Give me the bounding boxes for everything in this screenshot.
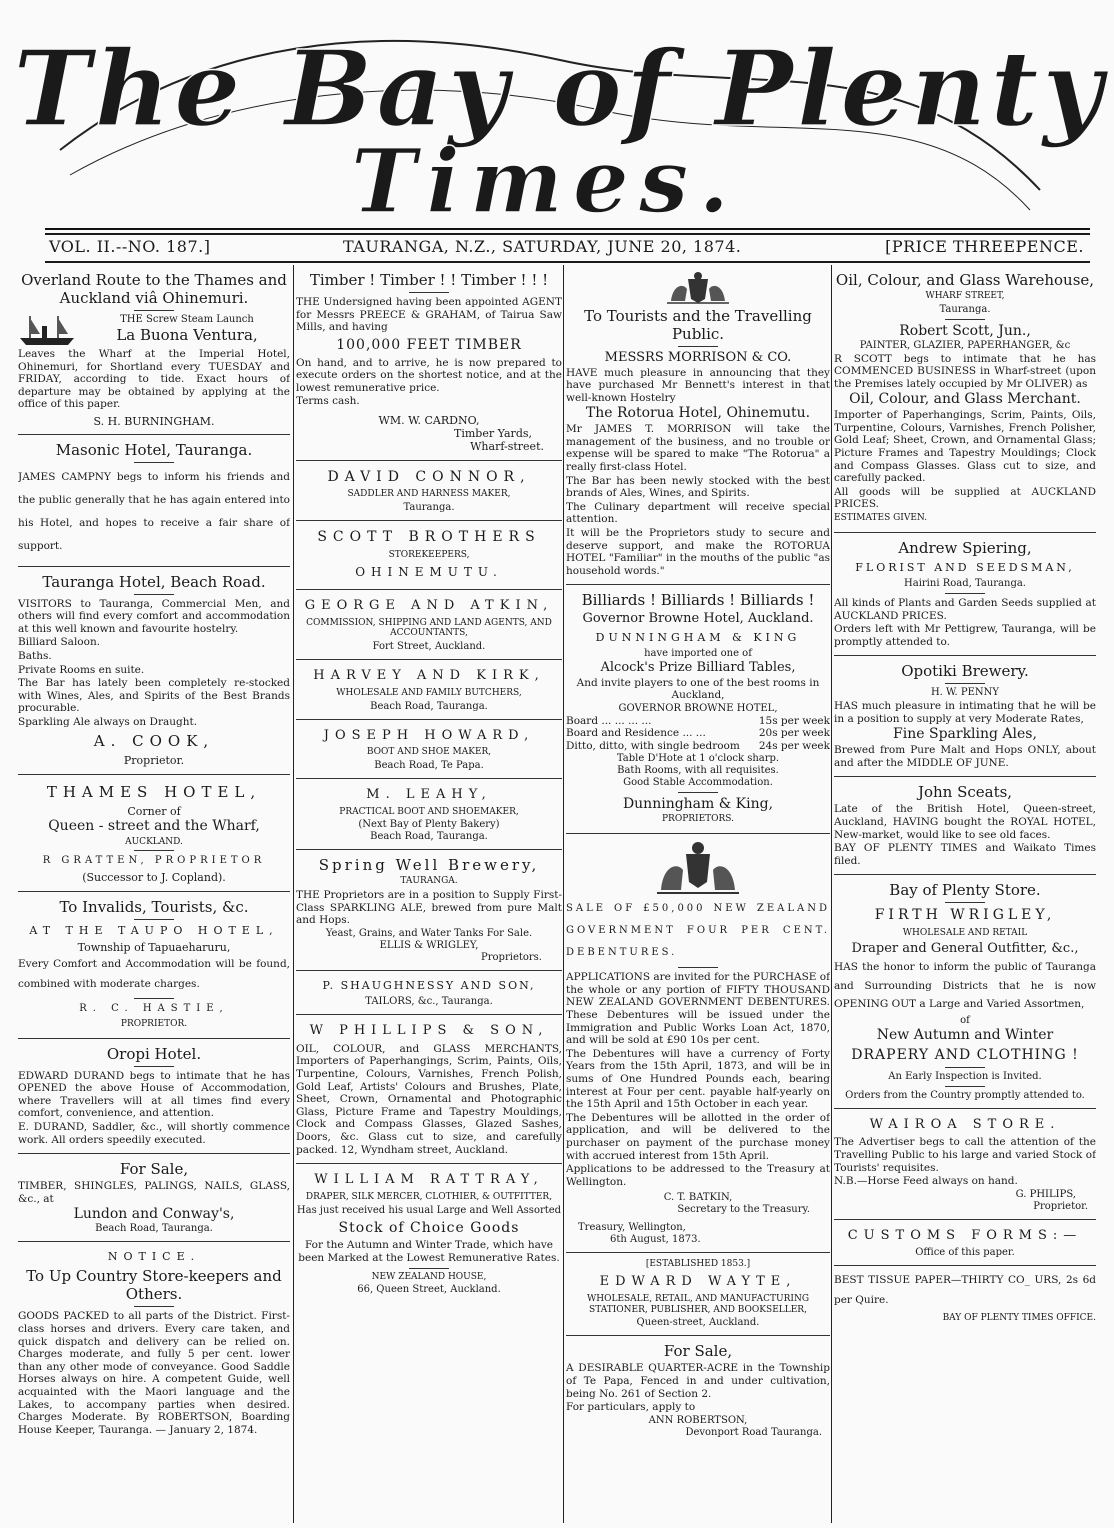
ad-line: THE Screw Steam Launch [120,314,254,325]
ad-body: HAS the honor to inform the public of Tauranga and Surrounding Districts that he is now OPENING OUT a Large and Varied Assortmen, [834,960,1096,1011]
divider [945,683,985,684]
ad-line: Yeast, Grains, and Water Tanks For Sale. [325,928,533,940]
ad-wairoa-store [834,1109,1096,1220]
ad-title: HARVEY AND KIRK, [313,668,545,684]
ad-tauranga-hotel [18,567,290,775]
ad-body: A DESIRABLE QUARTER-ACRE in the Township of Te Papa, Fenced in and under cultivation, being No. 261 of Section 2. [566,1362,830,1400]
ad-line: Table D'Hote at 1 o'clock sharp. [616,752,780,764]
ad-body: BEST TISSUE PAPER—THIRTY CO_ URS, 2s 6d per Quire. [834,1274,1096,1307]
ad-body: THE Proprietors are in a position to Supply First-Class SPARKLING ALE, brewed from pure Malt and Hops. [296,889,562,927]
ad-david-connor [296,461,562,522]
ad-signature: WM. W. CARDNO, [378,413,480,427]
ad-william-rattray [296,1164,562,1302]
ad-tourists-rotorua [566,265,830,585]
ad-line: Governor Browne Hotel, Auckland. [582,611,814,627]
ad-quarter-acre-sale [566,1336,830,1444]
ad-line: Queen-street, Auckland. [636,1317,760,1329]
ad-line: PROPRIETORS. [661,814,735,825]
proprietor-name: A. COOK, [93,732,215,751]
ad-phillips-son [296,1015,562,1164]
ad-george-atkin [296,590,562,660]
ad-title: CUSTOMS FORMS:— [847,1227,1083,1243]
ad-title: For Sale, [663,1342,733,1361]
ad-leahy [296,779,562,850]
ad-body: The Advertiser begs to call the attention of the Travelling Public to his large and varied Stock of Tourists' requisites. [834,1136,1096,1174]
issue-price: [PRICE THREEPENCE. [885,237,1084,256]
ad-title: Spring Well Brewery, [318,856,540,875]
ad-signature: G. PHILIPS, [1015,1188,1076,1200]
ad-body: Brewed from Pure Malt and Hops ONLY, about and after the MIDDLE OF JUNE. [834,744,1096,769]
ad-body: And invite players to one of the best rooms in Auckland, [576,676,820,702]
divider [945,593,985,594]
ad-line: of [960,1015,970,1027]
ad-title: EDWARD WAYTE, [599,1274,797,1290]
ad-line: Draper and General Outfitter, &c., [851,941,1079,957]
steamship-icon [18,314,78,348]
divider [678,346,718,347]
ad-line: TAILORS, &c., Tauranga. [365,996,493,1008]
volume-number: VOL. II.--NO. 187.] [49,237,211,256]
ad-line: Wharf-street. [470,440,544,454]
ad-line: Beach Road, Tauranga. [370,831,488,843]
ad-body: For the Autumn and Winter Trade, which have been Marked at the Lowest Remunerative Rates. [298,1239,560,1264]
ad-headline: Fine Sparkling Ales, [893,726,1037,743]
proprietor-role: PROPRIETOR. [120,1018,188,1029]
divider [134,1306,174,1307]
ad-line: (Next Bay of Plenty Bakery) [358,819,500,831]
ad-line: Baths. [18,649,52,662]
ad-line: DUNNINGHAM & KING [595,630,801,644]
ad-body: All goods will be supplied at AUCKLAND PRICES. [834,485,1096,511]
proprietor-name: R. C. HASTIE, [79,1002,229,1014]
ad-line: H. W. PENNY [930,687,1000,699]
divider [409,292,449,293]
ad-line: (Successor to J. Copland). [82,871,226,885]
ad-title: Oropi Hotel. [106,1044,202,1063]
ad-body: Late of the British Hotel, Queen-street, Auckland, HAVING bought the ROYAL HOTEL, New-market, would like to see old faces. [834,803,1096,841]
ad-body: The Bar has lately been completely re-stocked with Wines, Ales, and Spirits of the Best Brands procurable. [18,677,290,715]
ad-title: Oil, Colour, and Glass Warehouse, [835,271,1095,289]
ad-headline: 100,000 FEET TIMBER [336,336,522,353]
column-1 [18,265,290,1523]
ad-line: Beach Road, Tauranga. [370,700,488,712]
masthead-flourish [0,0,1114,232]
ad-title: Overland Route to the Thames and Auckland viâ Ohinemuri. [21,271,287,307]
ad-body: Importer of Paperhangings, Scrim, Paints, Oils, Turpentine, Colours, Varnishes, French Polisher, Gold Leaf; Sheet, Crown, and Ornamental Glass; Picture Frames and Tapestry Mouldings; Clock and Compass Glasses. Glass cut to size, and carefully packed. [834,409,1096,485]
ad-headline: New Autumn and Winter [876,1027,1054,1044]
column-3 [566,265,830,1523]
rate-row [566,715,830,728]
ad-line: STOREKEEPERS, [388,549,470,560]
ad-line: Secretary to the Treasury. [677,1204,810,1216]
ad-title: SCOTT BROTHERS [317,529,541,546]
ad-line: COMMISSION, SHIPPING AND LAND AGENTS, AND ACCOUNTANTS, [306,617,552,639]
ad-line: PAINTER, GLAZIER, PAPERHANGER, &c [859,339,1071,351]
divider [134,310,174,311]
ad-title: WAIROA STORE. [869,1116,1061,1132]
ad-body: Applications to be addressed to the Treasury at Wellington. [566,1163,830,1188]
ad-line: BOOT AND SHOE MAKER, [366,747,492,758]
ad-headline: Stock of Choice Goods [338,1219,520,1236]
ad-title: P. SHAUGHNESSY AND SON, [322,979,536,993]
ad-signature: ELLIS & WRIGLEY, [379,940,479,952]
ad-line: WHOLESALE AND FAMILY BUTCHERS, [336,687,522,698]
ad-edward-wayte [566,1253,830,1336]
ad-signature: S. H. BURNINGHAM. [93,414,215,428]
ad-line: 6th August, 1873. [610,1234,701,1246]
proprietor-name: R GRATTEN, PROPRIETOR [42,855,266,867]
issue-date: TAURANGA, N.Z., SATURDAY, JUNE 20, 1874. [343,237,742,256]
ad-robert-scott [834,265,1096,533]
ad-line: FLORIST AND SEEDSMAN, [855,560,1075,574]
ad-title: For Sale, [119,1160,189,1179]
ad-harvey-kirk [296,660,562,719]
ad-headline: Alcock's Prize Billiard Tables, [600,660,796,676]
royal-coat-of-arms-icon [653,840,743,896]
ad-signature: C. T. BATKIN, [663,1192,733,1204]
divider [134,1066,174,1067]
ad-title: Andrew Spiering, [898,538,1032,557]
ad-title: WILLIAM RATTRAY, [314,1172,544,1188]
ad-line: Robert Scott, Jun., [899,322,1031,339]
ad-line: Beach Road, Tauranga. [95,1223,213,1235]
ad-notice [18,1242,290,1443]
ad-body: Orders left with Mr Pettigrew, Tauranga, will be promptly attended to. [834,623,1096,648]
column-rule [831,265,832,1523]
ad-line: Private Rooms en suite. [18,663,145,676]
ad-body: The Bar has been newly stocked with the best brands of Ales, Wines, and Spirits. [566,474,830,500]
ad-body: E. DURAND, Saddler, &c., will shortly commence work. All orders speedily executed. [18,1121,290,1146]
ad-line: Tauranga. [403,502,455,514]
ad-taupo-hotel [18,892,290,1039]
ad-line: have imported one of [644,648,752,660]
ad-headline: DRAPERY AND CLOTHING ! [851,1047,1079,1064]
ad-signature: BAY OF PLENTY TIMES OFFICE. [942,1313,1096,1324]
ad-line: Bath Rooms, with all requisites. [617,764,779,776]
divider [409,1268,449,1269]
ad-title: DAVID CONNOR, [327,468,531,485]
rate-label: Ditto, ditto, with single bedroom [566,740,740,753]
ad-line: For particulars, apply to [566,1401,696,1414]
ad-body: HAS much pleasure in intimating that he will be in a position to supply at very Moderate Rates, [834,700,1096,725]
ad-oropi-hotel [18,1039,290,1155]
ad-line: PRACTICAL BOOT AND SHOEMAKER, [339,806,519,817]
ad-spring-well-brewery [296,850,562,971]
divider [134,594,174,595]
ad-line: WHARF STREET, [925,291,1005,301]
ad-line: Fort Street, Auckland. [372,641,486,653]
ad-line: Good Stable Accommodation. [623,776,773,788]
ad-title: GEORGE AND ATKIN, [304,598,554,614]
ad-title: W PHILLIPS & SON, [309,1023,549,1039]
ad-opotiki-brewery [834,656,1096,777]
ad-headline: The Rotorua Hotel, Ohinemutu. [585,405,811,422]
ad-title: Timber ! Timber ! ! Timber ! ! ! [309,271,549,289]
ad-title: Billiards ! Billiards ! Billiards ! [581,591,815,610]
ad-body: The Debentures will have a currency of Forty Years from the 15th April, 1873, and will be in sums of One Hundred Pounds each, bearing interest at Four per cent. payable half-yearly on the 15th April and 15th October in each year. [566,1047,830,1111]
rate-row [566,740,830,753]
divider [945,902,985,903]
ad-scott-brothers [296,521,562,590]
ad-line: [ESTABLISHED 1853.] [645,1259,751,1270]
column-rule [293,265,294,1523]
ad-title: THAMES HOTEL, [46,782,262,801]
ad-line: Proprietors. [481,952,542,964]
ad-title: John Sceats, [917,783,1013,802]
ad-body: JAMES CAMPNY begs to inform his friends and the public generally that he has again entered into his Hotel, and hopes to receive a fair share of support. [18,471,290,553]
ad-line: Proprietor. [1033,1200,1088,1212]
ad-title: Bay of Plenty Store. [889,881,1041,900]
ad-body: APPLICATIONS are invited for the PURCHASE of the whole or any portion of FIFTY THOUSAND NEW ZEALAND GOVERNMENT DEBENTURES. These Debentures will be issued under the Immigration and Public Works Loan Act, 1870, and will be sold at £90 10s per cent. [566,971,830,1047]
ad-line: Billiard Saloon. [18,636,101,649]
ad-line: Beach Road, Te Papa. [374,760,484,772]
ad-body: On hand, and to arrive, he is now prepared to execute orders on the shortest notice, and at the lowest remunerative price. [296,356,562,394]
divider [945,1086,985,1087]
ad-line: DRAPER, SILK MERCER, CLOTHIER, & OUTFITTER, [305,1191,553,1202]
column-rule [563,265,564,1523]
ad-body: BAY OF PLENTY TIMES and Waikato Times filed. [834,842,1096,867]
column-2 [296,265,562,1523]
ad-body: EDWARD DURAND begs to intimate that he has OPENED the above House of Accommodation, where Travellers will at all times find every comfort, convenience, and attention. [18,1069,290,1120]
ad-body: THE Undersigned having been appointed AGENT for Messrs PREECE & GRAHAM, of Tairua Saw Mills, and having [296,296,562,334]
divider [134,850,174,851]
divider [678,792,718,793]
rate-value: 24s per week [758,740,830,753]
ad-line: MESSRS MORRISON & CO. [604,350,792,365]
ad-title: To Invalids, Tourists, &c. [59,897,249,916]
ad-line: 66, Queen Street, Auckland. [357,1284,501,1296]
ad-line: Tauranga. [939,303,991,315]
ad-body: GOODS PACKED to all parts of the District. First-class horses and drivers. Every care taken, and quick dispatch and delivery can be relied on. Charges moderate, and fully 5 per cent. lower than any other mode of conveyance. Good Saddle Horses always on hire. A competent Guide, well acquainted with the Maori language and the Lakes, to accompany parties when desired. Charges Moderate. By ROBERTSON, Boarding House Keeper, Tauranga. — January 2, 1874. [18,1310,290,1436]
ad-line: SADDLER AND HARNESS MAKER, [347,489,511,500]
ad-line: Township of Tapuaeharuru, [77,940,231,954]
royal-crest-icon [663,271,733,305]
ad-line: AUCKLAND. [125,836,183,847]
divider [678,967,718,968]
ad-line: AT THE TAUPO HOTEL, [29,923,279,937]
ad-line: Office of this paper. [915,1247,1015,1259]
ad-line: OHINEMUTU. [355,564,503,579]
ad-joseph-howard [296,720,562,779]
ad-line: Lundon and Conway's, [73,1206,235,1223]
divider [134,462,174,463]
ad-body: The Culinary department will receive special attention. [566,500,830,526]
divider [134,998,174,999]
ad-line: An Early Inspection is Invited. [888,1070,1042,1082]
ad-line: N.B.—Horse Feed always on hand. [834,1175,1018,1188]
ad-headline: Oil, Colour, and Glass Merchant. [849,391,1081,408]
ad-masonic-hotel [18,435,290,566]
ad-signature: ANN ROBERTSON, [648,1414,748,1426]
masthead [0,0,1114,232]
ad-title: M. LEAHY, [366,787,492,803]
ad-for-sale-timber [18,1154,290,1242]
column-4 [834,265,1096,1523]
ad-line: WHOLESALE, RETAIL, AND MANUFACTURING STATIONER, PUBLISHER, AND BOOKSELLER, [586,1293,810,1315]
ad-body: VISITORS to Tauranga, Commercial Men, and others will find every comfort and accommodation at this well known and favourite hostelry. [18,597,290,635]
ad-title: NOTICE. [107,1250,201,1264]
ad-body: The Debentures will be allotted in the order of application, and will be delivered to the purchaser on payment of the purchase money with accrued interest from 15th April. [566,1111,830,1162]
ad-billiards [566,585,830,834]
ad-body: All kinds of Plants and Garden Seeds supplied at AUCKLAND PRICES. [834,596,1096,622]
ad-line: Timber Yards, [454,427,532,441]
ad-timber [296,265,562,461]
ad-bay-of-plenty-store [834,875,1096,1108]
ad-line: NEW ZEALAND HOUSE, [371,1271,487,1282]
ad-customs-forms [834,1220,1096,1267]
ad-overland-route [18,265,290,435]
divider [945,319,985,320]
ad-title: To Tourists and the Travelling Public. [584,307,812,343]
ad-thames-hotel [18,775,290,892]
ad-line: Treasury, Wellington, [578,1222,686,1234]
ad-title: Opotiki Brewery. [901,662,1029,681]
divider [134,919,174,920]
rate-label: Board and Residence ... ... [566,727,706,740]
ad-line: FIRTH WRIGLEY, [874,907,1056,924]
rate-value: 20s per week [758,727,830,740]
ad-line: Terms cash. [296,395,360,408]
ad-line: WHOLESALE AND RETAIL [902,928,1028,939]
ad-line: TAURANGA. [400,876,458,887]
issue-line [45,233,1090,263]
ad-title: SALE OF £50,000 NEW ZEALAND GOVERNMENT FOUR PER CENT. DEBENTURES. [566,903,830,959]
ad-body: It will be the Proprietors study to secure and deserve support, and make the ROTORUA HOTEL "Familiar" in the mouths of the public "as household words." [566,526,830,577]
ad-line: ESTIMATES GIVEN. [834,512,928,523]
proprietor-role: Proprietor. [123,754,185,768]
ad-subtitle: To Up Country Store-keepers and Others. [26,1267,282,1304]
ad-line: Has just received his usual Large and Well Assorted [296,1204,562,1216]
ad-line: Hairini Road, Tauranga. [904,577,1026,589]
ad-line: GOVERNOR BROWNE HOTEL, [618,702,778,714]
ad-debentures [566,834,830,1253]
ad-body: R SCOTT begs to intimate that he has COMMENCED BUSINESS in Wharf-street (upon the Premises lately occupied by Mr OLIVER) as [834,352,1096,390]
ad-line: Orders from the Country promptly attended to. [845,1089,1085,1101]
ad-body: Mr JAMES T. MORRISON will take the management of the business, and no trouble or expense will be spared to make "The Rotorua" a really first-class Hotel. [566,423,830,473]
rate-label: Board ... ... ... ... [566,714,652,727]
masthead-title: The Bay of Plenty [13,27,1107,150]
ad-body: TIMBER, SHINGLES, PALINGS, NAILS, GLASS, &c., at [18,1180,290,1205]
ad-shaughnessy [296,971,562,1015]
masthead-subtitle: Times. [350,129,740,232]
rate-value: 15s per week [758,714,830,727]
ad-body: Leaves the Wharf at the Imperial Hotel, Ohinemuri, for Shortland every TUESDAY and FRIDAY, according to tide. Exact hours of departure may be obtained by applying at the office of this paper. [18,348,290,411]
ad-andrew-spiering [834,533,1096,657]
ad-title: Tauranga Hotel, Beach Road. [42,572,266,591]
ad-signature: Dunningham & King, [622,795,774,812]
ad-tissue-paper [834,1266,1096,1332]
divider [945,1067,985,1068]
ad-john-sceats [834,777,1096,875]
ad-title: JOSEPH HOWARD, [323,727,535,743]
ad-body: HAVE much pleasure in announcing that they have purchased Mr Bennett's interest in that well-known Hostelry [566,366,830,404]
ad-line: Sparkling Ale always on Draught. [18,715,198,728]
rate-row [566,727,830,740]
ad-body: Every Comfort and Accommodation will be found, combined with moderate charges. [18,958,290,990]
ad-title: Masonic Hotel, Tauranga. [55,441,253,460]
ad-body: OIL, COLOUR, and GLASS MERCHANTS, Importers of Paperhangings, Scrim, Paints, Oils, Turpentine, Colours, Varnishes, French Polish, Gold Leaf, Artists' Colours and Brushes, Plate, Sheet, Crown, Ornamental and Photographic Glass, Picture Frame and Tapestry Mouldings, Clock and Compass Glasses, Glazed Sashes, Doors, &c. Glass cut to size, and carefully packed. 12, Wyndham street, Auckland. [296,1042,562,1156]
ad-line: Queen - street and the Wharf, [48,817,260,834]
ad-line: Devonport Road Tauranga. [685,1426,822,1438]
ad-line: Corner of [127,804,181,818]
vessel-name: La Buona Ventura, [116,326,258,344]
